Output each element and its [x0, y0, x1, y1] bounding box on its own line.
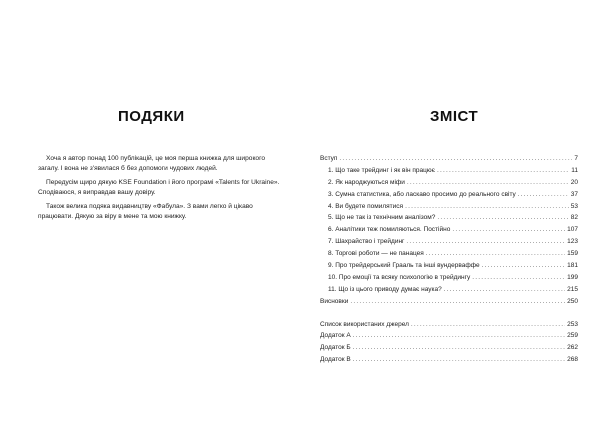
- toc-entry: [320, 203, 578, 215]
- acknowledgments-paragraph: Хоча я автор понад 100 публікацій, це моя перша книжка для широкого загалу. І вона не з'явилася б без допомоги чудових людей.: [38, 155, 266, 172]
- toc-entry: [320, 286, 578, 298]
- toc-entry: [320, 238, 578, 250]
- toc-entry-page: 250: [567, 297, 578, 305]
- toc-dot-leader: [437, 214, 568, 221]
- toc-entry-title: 7. Шахрайство і трейдинг: [328, 238, 405, 246]
- toc-entry: [320, 274, 578, 286]
- toc-entry-title: Список використаних джерел: [320, 320, 409, 328]
- table-of-contents: [320, 155, 578, 368]
- toc-entry-title: Додаток В: [320, 356, 351, 364]
- toc-entry-title: Додаток А: [320, 332, 351, 340]
- toc-dot-leader: [339, 155, 572, 162]
- contents-heading: ЗМІСТ: [430, 108, 479, 125]
- toc-entry: [320, 262, 578, 274]
- toc-entry-page: 53: [570, 202, 578, 210]
- acknowledgments-text: [38, 154, 280, 226]
- toc-dot-leader: [353, 332, 565, 339]
- toc-entry-page: 107: [567, 226, 578, 234]
- toc-entry-page: 268: [567, 356, 578, 364]
- toc-dot-leader: [350, 298, 565, 305]
- toc-entry-title: 6. Аналітики теж помиляються. Постійно: [328, 226, 451, 234]
- toc-dot-leader: [444, 286, 565, 293]
- toc-dot-leader: [411, 321, 565, 328]
- toc-entry-title: 5. Що не так із технічним аналізом?: [328, 214, 436, 222]
- toc-dot-leader: [482, 262, 566, 269]
- toc-entry: [320, 298, 578, 310]
- toc-entry-page: 253: [567, 320, 578, 328]
- toc-entry-page: 215: [567, 285, 578, 293]
- toc-entry-title: 10. Про емоції та всяку психологію в трейдингу: [328, 273, 471, 281]
- toc-entry: [320, 226, 578, 238]
- toc-dot-leader: [353, 344, 565, 351]
- toc-entry-title: 8. Торгові роботи — не панацея: [328, 250, 424, 258]
- toc-entry-title: 2. Як народжуються міфи: [328, 178, 405, 186]
- toc-entry: [320, 250, 578, 262]
- toc-entry-title: 9. Про трейдерський Грааль та інші вундерваффе: [328, 262, 480, 270]
- toc-dot-leader: [406, 238, 565, 245]
- toc-dot-leader: [407, 179, 569, 186]
- toc-entry-page: 159: [567, 250, 578, 258]
- toc-entry-page: 11: [571, 166, 578, 174]
- acknowledgments-heading: ПОДЯКИ: [118, 108, 185, 125]
- toc-dot-leader: [405, 203, 569, 210]
- toc-entry-title: 4. Ви будете помилятися: [328, 202, 404, 210]
- toc-entry-page: 199: [567, 273, 578, 281]
- toc-entry: [320, 356, 578, 368]
- toc-entry-page: 37: [570, 190, 578, 198]
- toc-entry-page: 123: [567, 238, 578, 246]
- toc-entry-page: 82: [570, 214, 578, 222]
- toc-entry: [320, 321, 578, 333]
- toc-entry-title: 11. Що із цього приводу думає наука?: [328, 285, 442, 293]
- toc-entry: [320, 214, 578, 226]
- toc-entry-title: Вступ: [320, 155, 338, 162]
- toc-entry-title: Додаток Б: [320, 344, 351, 352]
- toc-entry-page: 7: [574, 155, 578, 162]
- toc-dot-leader: [353, 356, 565, 363]
- toc-entry: [320, 332, 578, 344]
- acknowledgments-paragraph: Також велика подяка видавництву «Фабула». З вами легко й цікаво працювати. Дякую за віру в мене та мою книжку.: [38, 203, 253, 220]
- toc-entry: [320, 191, 578, 203]
- toc-entry-title: Висновки: [320, 297, 349, 305]
- toc-entry: [320, 179, 578, 191]
- toc-dot-leader: [472, 274, 565, 281]
- toc-entry: [320, 167, 578, 179]
- toc-entry-title: 1. Що таке трейдинг і як він працює: [328, 166, 436, 174]
- toc-dot-leader: [452, 226, 565, 233]
- toc-entry: [320, 344, 578, 356]
- toc-dot-leader: [437, 167, 569, 174]
- toc-dot-leader: [426, 250, 565, 257]
- right-page: [300, 0, 600, 427]
- toc-dot-leader: [518, 191, 569, 198]
- acknowledgments-paragraph: Передусім щиро дякую KSE Foundation і його програмі «Talents for Ukraine». Сподіваюся, я виправдав вашу довіру.: [38, 179, 280, 196]
- toc-entry: [320, 155, 578, 167]
- toc-entry-page: 262: [567, 344, 578, 352]
- toc-entry-title: 3. Сумна статистика, або ласкаво просимо до реального світу: [328, 190, 516, 198]
- toc-entry-page: 181: [567, 262, 578, 270]
- toc-entry-page: 259: [567, 332, 578, 340]
- toc-entry-page: 20: [570, 178, 578, 186]
